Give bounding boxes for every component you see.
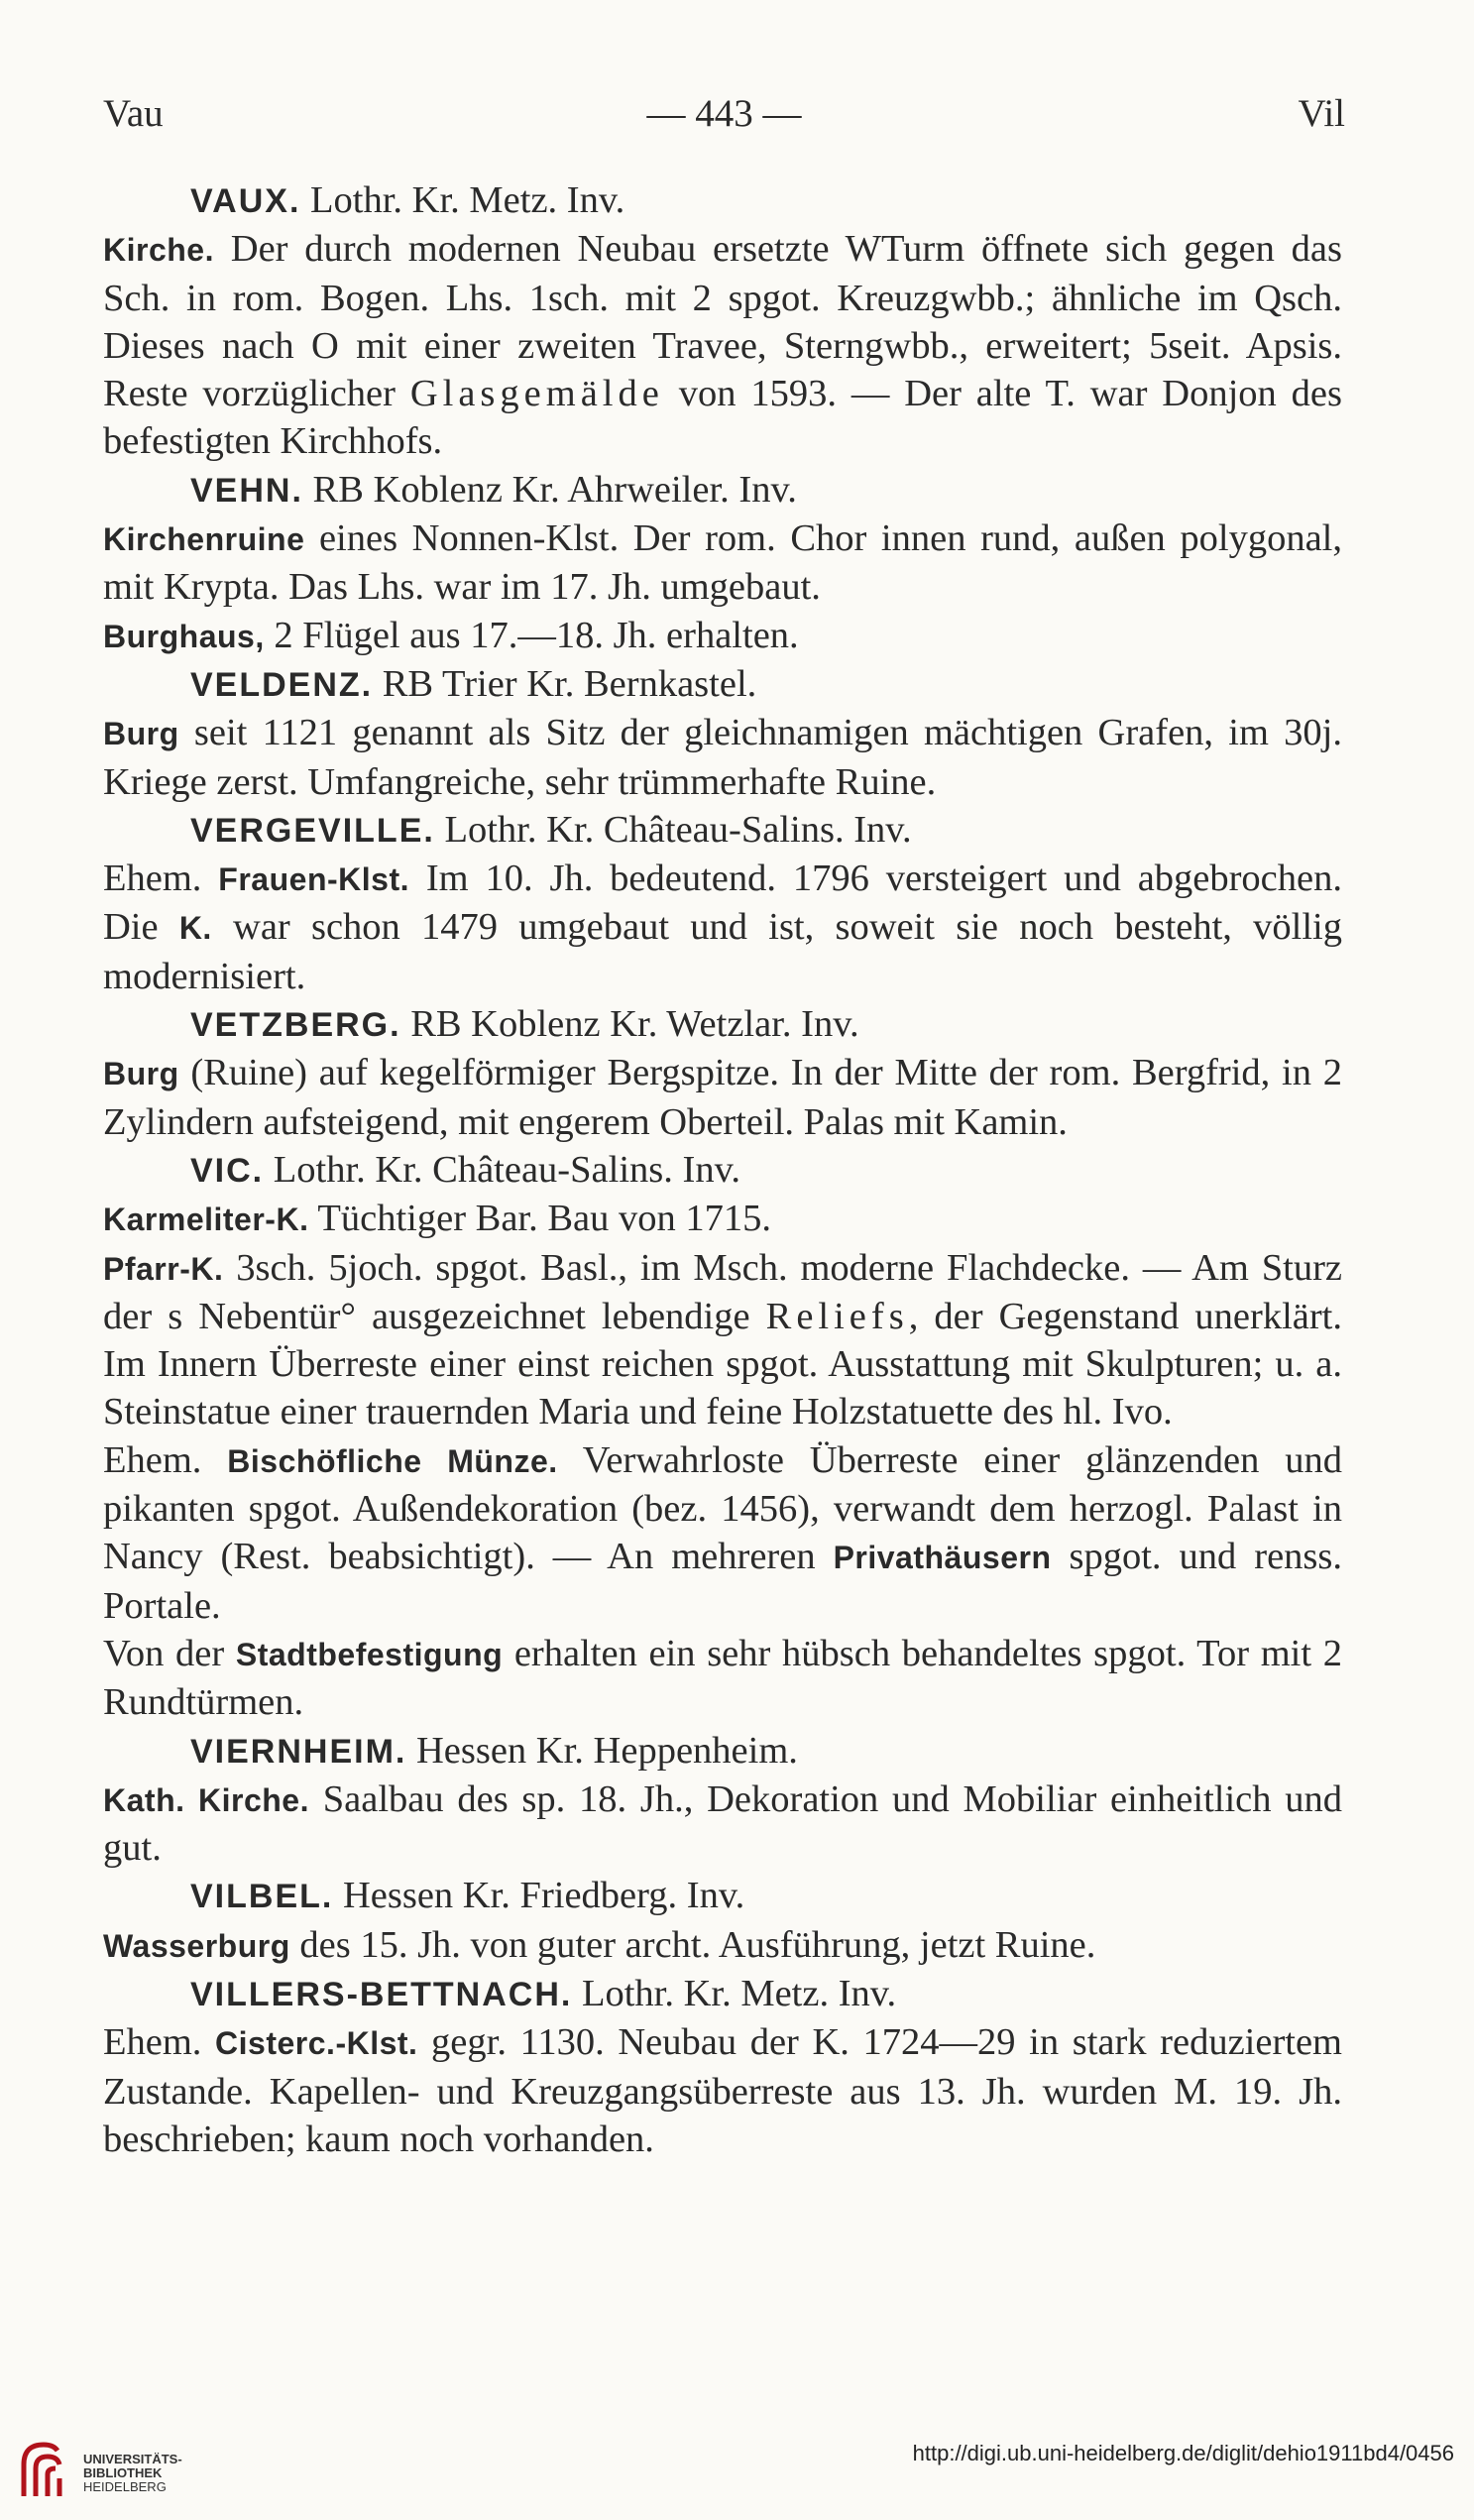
place-location: Lothr. Kr. Château-Salins. Inv. bbox=[264, 1148, 740, 1191]
entries-body bbox=[103, 176, 1342, 2163]
place-name: VILLERS-BETTNACH. bbox=[190, 1975, 573, 2013]
entry-description: Kirche. Der durch modernen Neubau ersetzte WTurm öffnete sich gegen das Sch. in rom. Bogen. Lhs. 1sch. mit 2 spgot. Kreuzgwbb.; ähnliche im Qsch. Dieses nach O mit einer zweiten Travee, Sterngwbb., erweitert; 5seit. Apsis. Reste vorzüglicher Glasgemälde von 1593. — Der alte T. war Donjon des befestigten Kirchhofs. bbox=[103, 228, 1342, 463]
place-name: VERGEVILLE. bbox=[190, 811, 435, 850]
header-right: Vil bbox=[1298, 92, 1345, 135]
entry-description: Burg (Ruine) auf kegelförmiger Bergspitze. In der Mitte der rom. Bergfrid, in 2 Zylindern aufsteigend, mit engerem Oberteil. Palas mit Kamin. bbox=[103, 1052, 1342, 1143]
entry-heading bbox=[103, 1970, 1342, 2018]
footer bbox=[0, 2421, 1474, 2520]
page-number: — 443 — bbox=[646, 92, 802, 135]
place-location: RB Trier Kr. Bernkastel. bbox=[373, 662, 757, 705]
place-name: VETZBERG. bbox=[190, 1006, 401, 1045]
entry-heading bbox=[103, 1872, 1342, 1920]
university-logo-icon bbox=[14, 2435, 75, 2504]
place-location: Lothr. Kr. Château-Salins. Inv. bbox=[434, 808, 912, 851]
entry-description: Burg seit 1121 genannt als Sitz der gleichnamigen mächtigen Grafen, im 30j. Kriege zerst. Umfangreiche, sehr trümmerhafte Ruine. bbox=[103, 712, 1342, 803]
entry-heading bbox=[103, 176, 1342, 225]
entry-description: Kath. Kirche. Saalbau des sp. 18. Jh., Dekoration und Mobiliar einheitlich und gut. bbox=[103, 1777, 1342, 1870]
place-location: Hessen Kr. Heppenheim. bbox=[406, 1729, 798, 1772]
entry-heading bbox=[103, 1146, 1342, 1195]
entry-description: Ehem. Cisterc.-Klst. gegr. 1130. Neubau der K. 1724—29 in stark reduziertem Zustande. Kapellen- und Kreuzgangsüberreste aus 13. Jh. wurden M. 19. Jh. beschrieben; kaum noch vorhanden. bbox=[103, 2021, 1342, 2160]
place-name: VILBEL. bbox=[190, 1878, 334, 1916]
place-location: RB Koblenz Kr. Wetzlar. Inv. bbox=[400, 1003, 859, 1046]
header-left: Vau bbox=[103, 92, 164, 135]
entry-description: Karmeliter-K. Tüchtiger Bar. Bau von 1715. Pfarr-K. 3sch. 5joch. spgot. Basl., im Msch. moderne Flachdecke. — Am Sturz der s Nebentür° ausgezeichnet lebendige Reliefs, der Gegenstand unerklärt. Im Innern Überreste einer einst reichen spgot. Ausstattung mit Skulpturen; u. a. Steinstatue einer trauernden Maria und feine Holzstatuette des hl. Ivo. Ehem. Bischöfliche Münze. Verwahrloste Überreste einer glänzenden und pikanten spgot. Außendekoration (bez. 1456), verwandt dem herzogl. Palast in Nancy (Rest. beabsichtigt). — An mehreren Privathäusern spgot. und renss. Portale. Von der Stadtbefestigung erhalten ein sehr hübsch behandeltes spgot. Tor mit 2 Rundtürmen. bbox=[103, 1198, 1343, 1724]
library-name-line3: HEIDELBERG bbox=[83, 2479, 167, 2494]
place-name: VIERNHEIM. bbox=[190, 1732, 407, 1771]
place-name: VIC. bbox=[190, 1151, 265, 1190]
entry-heading bbox=[103, 466, 1342, 515]
entry-description: Kirchenruine eines Nonnen-Klst. Der rom. Chor innen rund, außen polygonal, mit Krypta. Das Lhs. war im 17. Jh. umgebaut. Burghaus, 2 Flügel aus 17.—18. Jh. erhalten. bbox=[103, 517, 1342, 656]
entry-heading bbox=[103, 806, 1342, 855]
library-name bbox=[83, 2453, 182, 2494]
entry-description: Wasserburg des 15. Jh. von guter archt. Ausführung, jetzt Ruine. bbox=[103, 1923, 1096, 1966]
place-location: Lothr. Kr. Metz. Inv. bbox=[572, 1972, 897, 2014]
source-url-link[interactable]: http://digi.ub.uni-heidelberg.de/diglit/dehio1911bd4/0456 bbox=[912, 2441, 1454, 2465]
place-name: VAUX. bbox=[190, 182, 301, 220]
running-header bbox=[103, 91, 1345, 151]
entry-heading bbox=[103, 660, 1342, 709]
place-location: RB Koblenz Kr. Ahrweiler. Inv. bbox=[302, 468, 797, 511]
entry-description: Ehem. Frauen-Klst. Im 10. Jh. bedeutend. 1796 versteigert und abgebrochen. Die K. war schon 1479 umgebaut und ist, soweit sie noch besteht, völlig modernisiert. bbox=[103, 858, 1342, 997]
library-name-line2: BIBLIOTHEK bbox=[83, 2465, 163, 2480]
entry-heading bbox=[103, 1727, 1342, 1775]
place-location: Lothr. Kr. Metz. Inv. bbox=[300, 179, 625, 221]
place-location: Hessen Kr. Friedberg. Inv. bbox=[333, 1875, 745, 1917]
library-name-line1: UNIVERSITÄTS- bbox=[83, 2452, 182, 2466]
entry-heading bbox=[103, 1000, 1342, 1049]
place-name: VEHN. bbox=[190, 471, 303, 510]
place-name: VELDENZ. bbox=[190, 665, 374, 704]
